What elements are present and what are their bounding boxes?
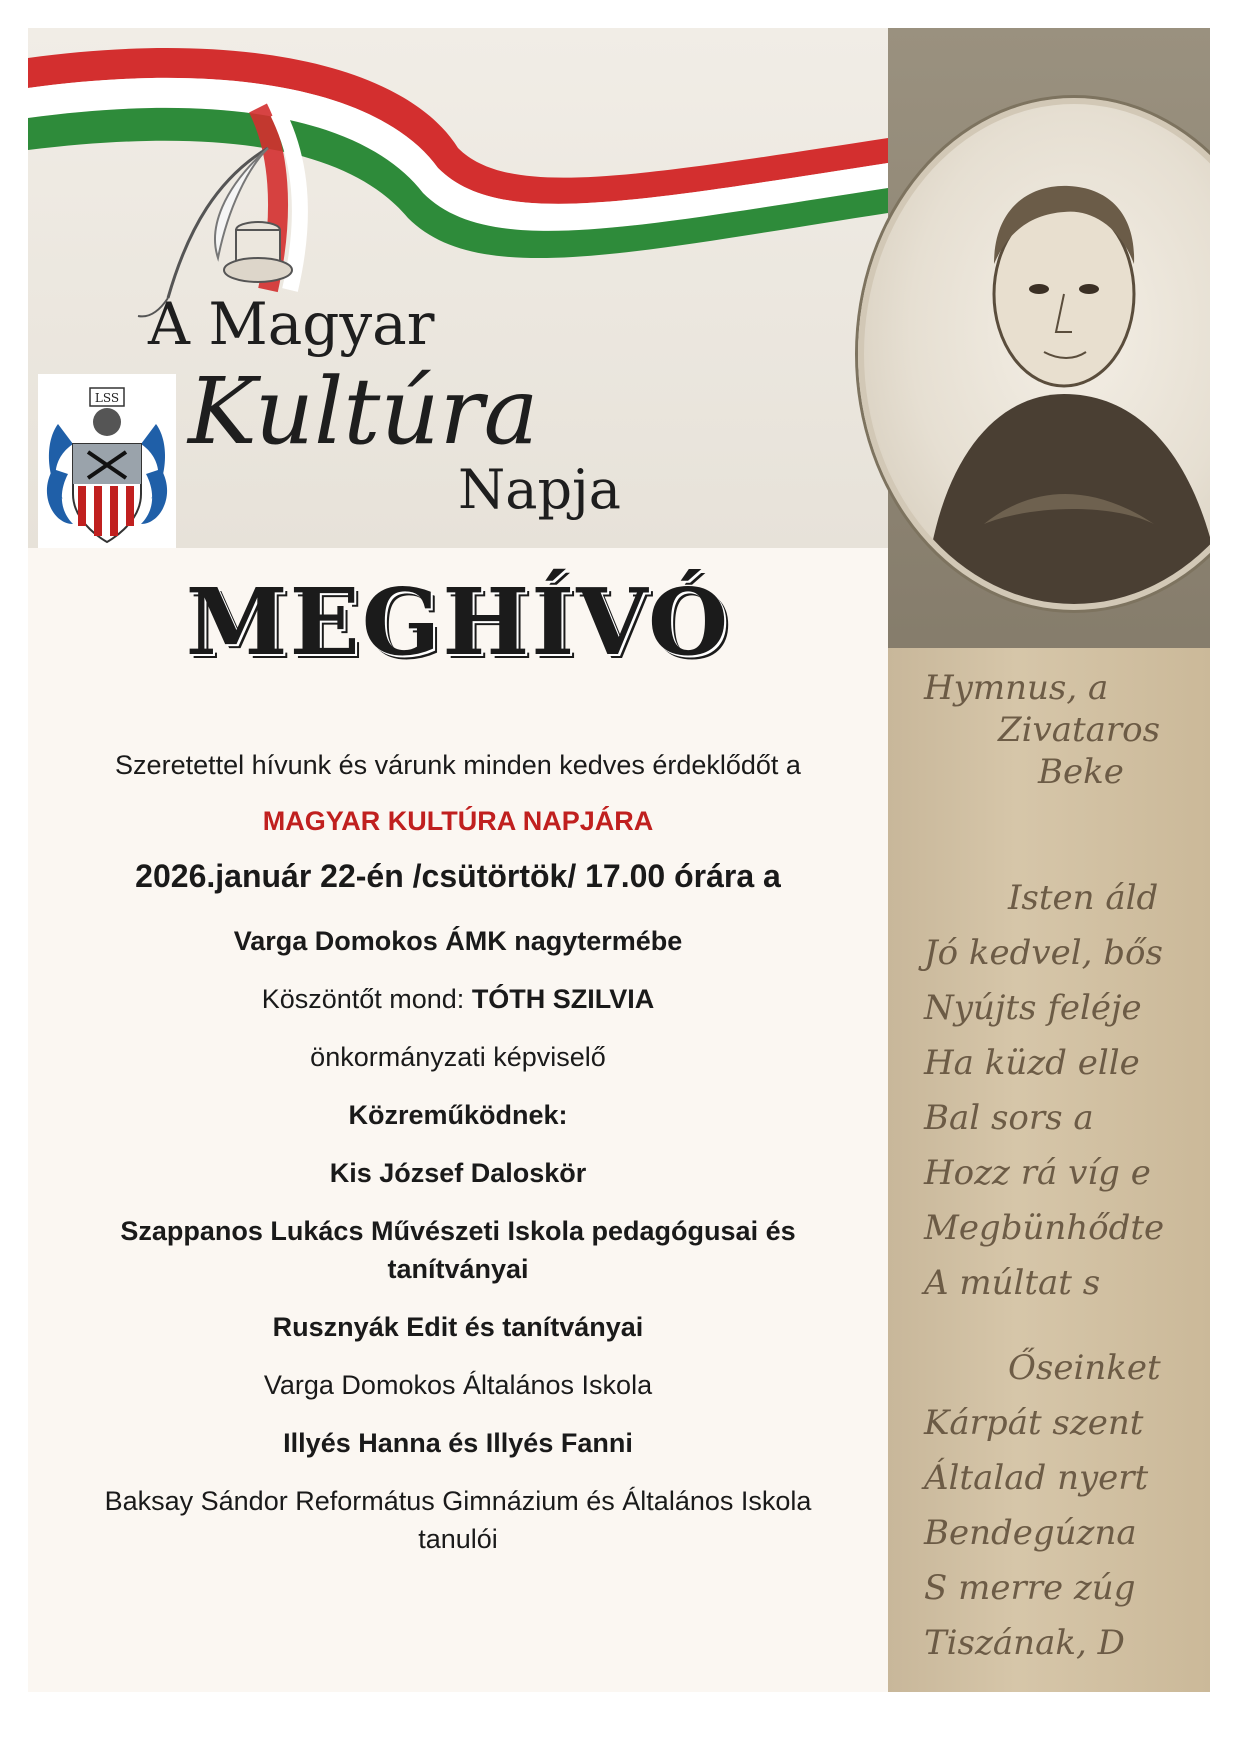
contributor-4-school-line-1: Baksay Sándor Református Gimnázium és Általános Iskola <box>104 1486 812 1516</box>
invitation-content <box>28 548 888 1692</box>
contributor-3-school: Varga Domokos Általános Iskola <box>263 1370 653 1400</box>
event-venue: Varga Domokos ÁMK nagytermébe <box>233 926 683 956</box>
inkwell-icon <box>213 210 303 300</box>
manuscript-line: A múltat s <box>924 1263 1101 1303</box>
right-panel <box>888 28 1210 1692</box>
event-date-time: 2026.január 22-én /csütörtök/ 17.00 órára a <box>135 858 781 894</box>
manuscript-line: S merre zúg <box>924 1568 1136 1608</box>
coat-of-arms <box>38 374 176 550</box>
event-name: MAGYAR KULTÚRA NAPJÁRA <box>262 806 654 836</box>
manuscript-background <box>888 648 1210 1692</box>
greeting-role: önkormányzati képviselő <box>310 1042 606 1072</box>
greeting <box>28 984 888 1015</box>
manuscript-line: Isten áld <box>1008 878 1159 918</box>
manuscript-line: Jó kedvel, bős <box>924 933 1163 973</box>
contributors-heading: Közreműködnek: <box>348 1100 568 1130</box>
manuscript-line: Tiszának, D <box>924 1623 1125 1663</box>
manuscript-line: Kárpát szent <box>924 1403 1144 1443</box>
contributor-3: Rusznyák Edit és tanítványai <box>272 1312 644 1342</box>
invitation-poster <box>28 28 1210 1692</box>
contributor-4: Illyés Hanna és Illyés Fanni <box>283 1428 633 1458</box>
manuscript-line: Őseinket <box>1008 1348 1161 1388</box>
manuscript-line: Bal sors a <box>924 1098 1094 1138</box>
manuscript-line: Ha küzd elle <box>924 1043 1140 1083</box>
manuscript-line: Általad nyert <box>924 1458 1149 1498</box>
greeting-name: TÓTH SZILVIA <box>471 984 655 1014</box>
manuscript-line: Hozz rá víg e <box>924 1153 1151 1193</box>
manuscript-line: Beke <box>1038 752 1124 792</box>
contributor-1: Kis József Daloskör <box>329 1158 587 1188</box>
manuscript-line: Megbünhődte <box>924 1208 1165 1248</box>
manuscript-line: Zivataros <box>998 710 1161 750</box>
greeting-label: Köszöntőt mond: <box>261 984 472 1014</box>
coat-of-arms-icon <box>38 374 176 550</box>
crest-text: LSS <box>94 391 120 405</box>
banner-line-3: Napja <box>458 458 621 521</box>
portrait-illustration <box>864 104 1210 604</box>
banner-line-2: Kultúra <box>188 358 539 465</box>
contributor-4-school-line-2: tanulói <box>418 1524 498 1554</box>
banner <box>28 28 888 548</box>
manuscript-line: Hymnus, a <box>924 668 1109 708</box>
intro-text: Szeretettel hívunk és várunk minden kedves érdeklődőt a <box>115 750 801 780</box>
contributor-2-line-2: tanítványai <box>387 1254 529 1284</box>
contributor-2-line-1: Szappanos Lukács Művészeti Iskola pedagógusai és <box>120 1216 796 1246</box>
banner-line-1: A Magyar <box>148 290 435 358</box>
invitation-title: MEGHÍVÓ <box>185 568 731 676</box>
manuscript-line: Bendegúzna <box>924 1513 1137 1553</box>
manuscript-line: Nyújts feléje <box>924 988 1142 1028</box>
